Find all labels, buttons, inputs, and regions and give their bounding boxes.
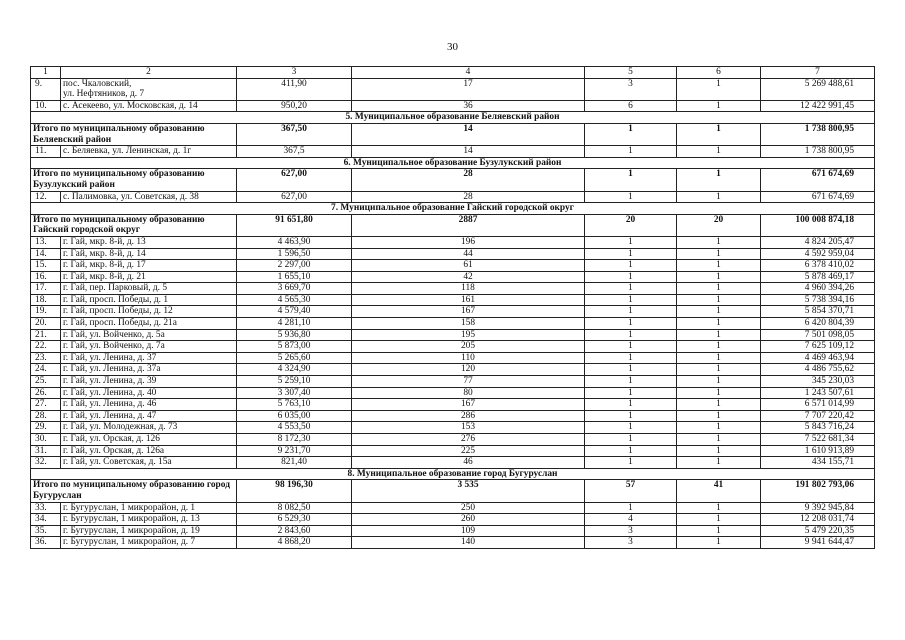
row-column-5: 1 xyxy=(585,352,677,364)
row-cost: 6 420 804,39 xyxy=(761,318,875,330)
row-number: 18. xyxy=(31,294,61,306)
row-column-5: 1 xyxy=(585,294,677,306)
row-area: 6 035,00 xyxy=(237,410,352,422)
row-column-5: 3 xyxy=(585,525,677,537)
total-area: 367,50 xyxy=(237,123,352,145)
table-row xyxy=(31,537,875,549)
table-row xyxy=(31,341,875,353)
table-row xyxy=(31,318,875,330)
row-cost: 4 824 205,47 xyxy=(761,236,875,248)
table-row xyxy=(31,248,875,260)
row-column-5: 1 xyxy=(585,376,677,388)
table-row xyxy=(31,236,875,248)
total-label: Итого по муниципальному образованию Беляевский район xyxy=(31,123,237,145)
row-area: 367,5 xyxy=(237,146,352,158)
row-area: 4 579,40 xyxy=(237,306,352,318)
row-cost: 5 738 394,16 xyxy=(761,294,875,306)
row-cost: 4 486 755,62 xyxy=(761,364,875,376)
total-row xyxy=(31,480,875,502)
total-cost: 100 008 874,18 xyxy=(761,214,875,236)
housing-register-table xyxy=(30,66,875,549)
row-address-line: пос. Чкаловский, xyxy=(63,78,132,89)
row-number: 36. xyxy=(31,537,61,549)
row-area: 3 669,70 xyxy=(237,283,352,295)
row-cost: 7 707 220,42 xyxy=(761,410,875,422)
row-cost: 434 155,71 xyxy=(761,457,875,469)
row-column-6: 1 xyxy=(677,445,761,457)
total-label: Итого по муниципальному образованию город Бугуруслан xyxy=(31,480,237,502)
row-address: г. Бугуруслан, 1 микрорайон, д. 1 xyxy=(61,502,237,514)
row-area: 821,40 xyxy=(237,457,352,469)
row-column-6: 1 xyxy=(677,248,761,260)
row-column-5: 1 xyxy=(585,306,677,318)
row-residents: 140 xyxy=(352,537,585,549)
row-area: 1 655,10 xyxy=(237,271,352,283)
table-row xyxy=(31,422,875,434)
row-residents: 46 xyxy=(352,457,585,469)
row-column-6: 1 xyxy=(677,387,761,399)
row-cost: 5 854 370,71 xyxy=(761,306,875,318)
row-number: 17. xyxy=(31,283,61,295)
table-row xyxy=(31,271,875,283)
row-number: 16. xyxy=(31,271,61,283)
row-column-6: 1 xyxy=(677,191,761,203)
section-header-row xyxy=(31,157,875,169)
table-row xyxy=(31,78,875,100)
row-area: 4 565,30 xyxy=(237,294,352,306)
row-residents: 77 xyxy=(352,376,585,388)
row-column-6: 1 xyxy=(677,537,761,549)
row-number: 34. xyxy=(31,514,61,526)
total-column-5: 1 xyxy=(585,169,677,191)
row-address: г. Бугуруслан, 1 микрорайон, д. 7 xyxy=(61,537,237,549)
section-header-row xyxy=(31,468,875,480)
row-column-5: 1 xyxy=(585,248,677,260)
total-column-6: 1 xyxy=(677,169,761,191)
table-row xyxy=(31,457,875,469)
section-title: 7. Муниципальное образование Гайский городской округ xyxy=(31,203,875,215)
row-number: 14. xyxy=(31,248,61,260)
row-number: 20. xyxy=(31,318,61,330)
table-row xyxy=(31,306,875,318)
row-address: г. Гай, мкр. 8-й, д. 14 xyxy=(61,248,237,260)
row-area: 2 843,60 xyxy=(237,525,352,537)
row-cost: 12 208 031,74 xyxy=(761,514,875,526)
row-address: г. Гай, ул. Молодежная, д. 73 xyxy=(61,422,237,434)
total-row xyxy=(31,123,875,145)
table-row xyxy=(31,514,875,526)
row-area: 4 868,20 xyxy=(237,537,352,549)
row-number: 28. xyxy=(31,410,61,422)
row-column-6: 1 xyxy=(677,422,761,434)
row-residents: 225 xyxy=(352,445,585,457)
row-column-6: 1 xyxy=(677,236,761,248)
row-column-5: 1 xyxy=(585,260,677,272)
row-residents: 61 xyxy=(352,260,585,272)
row-column-6: 1 xyxy=(677,318,761,330)
row-address: г. Гай, мкр. 8-й, д. 13 xyxy=(61,236,237,248)
row-cost: 4 592 959,04 xyxy=(761,248,875,260)
table-row xyxy=(31,283,875,295)
row-column-6: 1 xyxy=(677,410,761,422)
row-residents: 109 xyxy=(352,525,585,537)
row-area: 627,00 xyxy=(237,191,352,203)
row-column-5: 1 xyxy=(585,329,677,341)
row-residents: 120 xyxy=(352,364,585,376)
row-cost: 7 522 681,34 xyxy=(761,434,875,446)
table-row xyxy=(31,387,875,399)
row-area: 4 463,90 xyxy=(237,236,352,248)
row-area: 5 936,80 xyxy=(237,329,352,341)
row-number: 19. xyxy=(31,306,61,318)
row-residents: 153 xyxy=(352,422,585,434)
row-residents: 17 xyxy=(352,78,585,100)
row-cost: 1 738 800,95 xyxy=(761,146,875,158)
row-area: 4 324,90 xyxy=(237,364,352,376)
row-cost: 1 610 913,89 xyxy=(761,445,875,457)
total-column-5: 57 xyxy=(585,480,677,502)
row-residents: 80 xyxy=(352,387,585,399)
row-area: 1 596,50 xyxy=(237,248,352,260)
total-column-6: 20 xyxy=(677,214,761,236)
total-cost: 191 802 793,06 xyxy=(761,480,875,502)
section-title: 5. Муниципальное образование Беляевский район xyxy=(31,112,875,124)
column-number-2: 2 xyxy=(61,67,237,79)
row-area: 8 172,30 xyxy=(237,434,352,446)
row-cost: 671 674,69 xyxy=(761,191,875,203)
row-column-5: 6 xyxy=(585,100,677,112)
row-column-5: 1 xyxy=(585,271,677,283)
table-row xyxy=(31,260,875,272)
row-column-5: 1 xyxy=(585,236,677,248)
column-number-row xyxy=(31,67,875,79)
row-column-6: 1 xyxy=(677,146,761,158)
row-address: г. Гай, ул. Советская, д. 15а xyxy=(61,457,237,469)
row-address: г. Гай, ул. Орская, д. 126а xyxy=(61,445,237,457)
row-area: 4 553,50 xyxy=(237,422,352,434)
row-column-5: 1 xyxy=(585,445,677,457)
total-area: 98 196,30 xyxy=(237,480,352,502)
row-number: 13. xyxy=(31,236,61,248)
row-column-5: 1 xyxy=(585,364,677,376)
row-column-6: 1 xyxy=(677,502,761,514)
row-address: г. Гай, ул. Ленина, д. 47 xyxy=(61,410,237,422)
total-column-6: 1 xyxy=(677,123,761,145)
table-row xyxy=(31,410,875,422)
row-address: с. Беляевка, ул. Ленинская, д. 1г xyxy=(61,146,237,158)
row-area: 9 231,70 xyxy=(237,445,352,457)
row-column-6: 1 xyxy=(677,100,761,112)
table-row xyxy=(31,329,875,341)
row-area: 4 281,10 xyxy=(237,318,352,330)
row-cost: 5 878 469,17 xyxy=(761,271,875,283)
row-residents: 28 xyxy=(352,191,585,203)
row-cost: 1 243 507,61 xyxy=(761,387,875,399)
row-area: 5 873,00 xyxy=(237,341,352,353)
row-residents: 161 xyxy=(352,294,585,306)
row-column-6: 1 xyxy=(677,260,761,272)
row-area: 5 763,10 xyxy=(237,399,352,411)
row-area: 2 297,00 xyxy=(237,260,352,272)
row-cost: 345 230,03 xyxy=(761,376,875,388)
row-column-6: 1 xyxy=(677,306,761,318)
row-column-6: 1 xyxy=(677,514,761,526)
row-column-6: 1 xyxy=(677,364,761,376)
row-address xyxy=(61,78,237,100)
row-column-5: 1 xyxy=(585,410,677,422)
table-row xyxy=(31,364,875,376)
row-number: 21. xyxy=(31,329,61,341)
row-column-6: 1 xyxy=(677,434,761,446)
section-header-row xyxy=(31,112,875,124)
row-column-6: 1 xyxy=(677,78,761,100)
row-column-5: 1 xyxy=(585,502,677,514)
row-address-line: ул. Нефтяников, д. 7 xyxy=(63,89,145,100)
total-row xyxy=(31,169,875,191)
row-column-6: 1 xyxy=(677,352,761,364)
table-row xyxy=(31,445,875,457)
row-column-6: 1 xyxy=(677,329,761,341)
row-residents: 260 xyxy=(352,514,585,526)
row-number: 15. xyxy=(31,260,61,272)
row-column-6: 1 xyxy=(677,399,761,411)
row-column-6: 1 xyxy=(677,457,761,469)
row-number: 29. xyxy=(31,422,61,434)
row-cost: 12 422 991,45 xyxy=(761,100,875,112)
row-number: 9. xyxy=(31,78,61,100)
row-address: г. Гай, ул. Ленина, д. 37а xyxy=(61,364,237,376)
column-number-1: 1 xyxy=(31,67,61,79)
row-area: 8 082,50 xyxy=(237,502,352,514)
row-residents: 158 xyxy=(352,318,585,330)
row-residents: 286 xyxy=(352,410,585,422)
total-row xyxy=(31,214,875,236)
row-cost: 5 269 488,61 xyxy=(761,78,875,100)
row-residents: 36 xyxy=(352,100,585,112)
row-address: г. Гай, ул. Войченко, д. 5а xyxy=(61,329,237,341)
section-header-row xyxy=(31,203,875,215)
table-row xyxy=(31,434,875,446)
table-row xyxy=(31,376,875,388)
row-column-5: 1 xyxy=(585,457,677,469)
table-row xyxy=(31,502,875,514)
row-address: г. Бугуруслан, 1 микрорайон, д. 19 xyxy=(61,525,237,537)
total-residents: 3 535 xyxy=(352,480,585,502)
row-column-5: 1 xyxy=(585,283,677,295)
total-area: 627,00 xyxy=(237,169,352,191)
table-row xyxy=(31,352,875,364)
total-column-5: 1 xyxy=(585,123,677,145)
row-address: г. Гай, просп. Победы, д. 12 xyxy=(61,306,237,318)
row-address: г. Гай, мкр. 8-й, д. 21 xyxy=(61,271,237,283)
row-address: г. Гай, ул. Ленина, д. 46 xyxy=(61,399,237,411)
row-area: 5 259,10 xyxy=(237,376,352,388)
row-address: г. Гай, просп. Победы, д. 21а xyxy=(61,318,237,330)
row-address: г. Гай, просп. Победы, д. 1 xyxy=(61,294,237,306)
total-column-6: 41 xyxy=(677,480,761,502)
row-column-5: 1 xyxy=(585,434,677,446)
row-number: 31. xyxy=(31,445,61,457)
row-number: 25. xyxy=(31,376,61,388)
row-cost: 5 479 220,35 xyxy=(761,525,875,537)
total-cost: 671 674,69 xyxy=(761,169,875,191)
row-residents: 110 xyxy=(352,352,585,364)
row-column-5: 4 xyxy=(585,514,677,526)
row-cost: 9 941 644,47 xyxy=(761,537,875,549)
row-column-5: 1 xyxy=(585,341,677,353)
row-number: 32. xyxy=(31,457,61,469)
row-cost: 4 469 463,94 xyxy=(761,352,875,364)
row-column-5: 3 xyxy=(585,78,677,100)
row-number: 30. xyxy=(31,434,61,446)
row-area: 5 265,60 xyxy=(237,352,352,364)
column-number-6: 6 xyxy=(677,67,761,79)
section-title: 8. Муниципальное образование город Бугуруслан xyxy=(31,468,875,480)
row-residents: 195 xyxy=(352,329,585,341)
row-residents: 118 xyxy=(352,283,585,295)
row-address: г. Гай, мкр. 8-й, д. 17 xyxy=(61,260,237,272)
row-address: г. Гай, ул. Ленина, д. 40 xyxy=(61,387,237,399)
total-residents: 14 xyxy=(352,123,585,145)
row-number: 26. xyxy=(31,387,61,399)
column-number-5: 5 xyxy=(585,67,677,79)
row-column-5: 1 xyxy=(585,318,677,330)
row-area: 6 529,30 xyxy=(237,514,352,526)
row-residents: 44 xyxy=(352,248,585,260)
row-cost: 6 571 014,99 xyxy=(761,399,875,411)
row-number: 33. xyxy=(31,502,61,514)
row-column-6: 1 xyxy=(677,341,761,353)
total-residents: 28 xyxy=(352,169,585,191)
row-column-6: 1 xyxy=(677,294,761,306)
column-number-4: 4 xyxy=(352,67,585,79)
row-column-5: 1 xyxy=(585,422,677,434)
row-column-5: 3 xyxy=(585,537,677,549)
row-address: г. Гай, пер. Парковый, д. 5 xyxy=(61,283,237,295)
row-residents: 42 xyxy=(352,271,585,283)
total-label: Итого по муниципальному образованию Бузулукский район xyxy=(31,169,237,191)
row-area: 950,20 xyxy=(237,100,352,112)
row-residents: 196 xyxy=(352,236,585,248)
total-label: Итого по муниципальному образованию Гайский городской округ xyxy=(31,214,237,236)
row-column-6: 1 xyxy=(677,525,761,537)
table-row xyxy=(31,525,875,537)
row-residents: 167 xyxy=(352,399,585,411)
row-cost: 9 392 945,84 xyxy=(761,502,875,514)
row-residents: 205 xyxy=(352,341,585,353)
row-residents: 14 xyxy=(352,146,585,158)
row-column-5: 1 xyxy=(585,191,677,203)
row-column-6: 1 xyxy=(677,271,761,283)
row-address: с. Асекеево, ул. Московская, д. 14 xyxy=(61,100,237,112)
row-number: 12. xyxy=(31,191,61,203)
total-cost: 1 738 800,95 xyxy=(761,123,875,145)
row-column-5: 1 xyxy=(585,146,677,158)
row-column-6: 1 xyxy=(677,283,761,295)
row-area: 411,90 xyxy=(237,78,352,100)
section-title: 6. Муниципальное образование Бузулукский район xyxy=(31,157,875,169)
row-address: с. Палимовка, ул. Советская, д. 38 xyxy=(61,191,237,203)
table-row xyxy=(31,294,875,306)
table-row xyxy=(31,399,875,411)
total-area: 91 651,80 xyxy=(237,214,352,236)
total-column-5: 20 xyxy=(585,214,677,236)
row-residents: 276 xyxy=(352,434,585,446)
column-number-7: 7 xyxy=(761,67,875,79)
total-residents: 2887 xyxy=(352,214,585,236)
table-row xyxy=(31,146,875,158)
row-number: 22. xyxy=(31,341,61,353)
row-address: г. Гай, ул. Войченко, д. 7а xyxy=(61,341,237,353)
row-cost: 4 960 394,26 xyxy=(761,283,875,295)
table-row xyxy=(31,191,875,203)
row-cost: 7 501 098,05 xyxy=(761,329,875,341)
row-address: г. Гай, ул. Ленина, д. 37 xyxy=(61,352,237,364)
row-number: 24. xyxy=(31,364,61,376)
row-column-5: 1 xyxy=(585,387,677,399)
page-number: 30 xyxy=(447,41,458,53)
column-number-3: 3 xyxy=(237,67,352,79)
row-cost: 6 378 410,02 xyxy=(761,260,875,272)
row-number: 23. xyxy=(31,352,61,364)
row-residents: 250 xyxy=(352,502,585,514)
row-column-5: 1 xyxy=(585,399,677,411)
row-column-6: 1 xyxy=(677,376,761,388)
row-cost: 7 625 109,12 xyxy=(761,341,875,353)
row-residents: 167 xyxy=(352,306,585,318)
row-address: г. Гай, ул. Орская, д. 126 xyxy=(61,434,237,446)
row-cost: 5 843 716,24 xyxy=(761,422,875,434)
row-number: 11. xyxy=(31,146,61,158)
row-address: г. Гай, ул. Ленина, д. 39 xyxy=(61,376,237,388)
row-address: г. Бугуруслан, 1 микрорайон, д. 13 xyxy=(61,514,237,526)
row-number: 27. xyxy=(31,399,61,411)
row-area: 3 307,40 xyxy=(237,387,352,399)
table-row xyxy=(31,100,875,112)
row-number: 10. xyxy=(31,100,61,112)
row-number: 35. xyxy=(31,525,61,537)
